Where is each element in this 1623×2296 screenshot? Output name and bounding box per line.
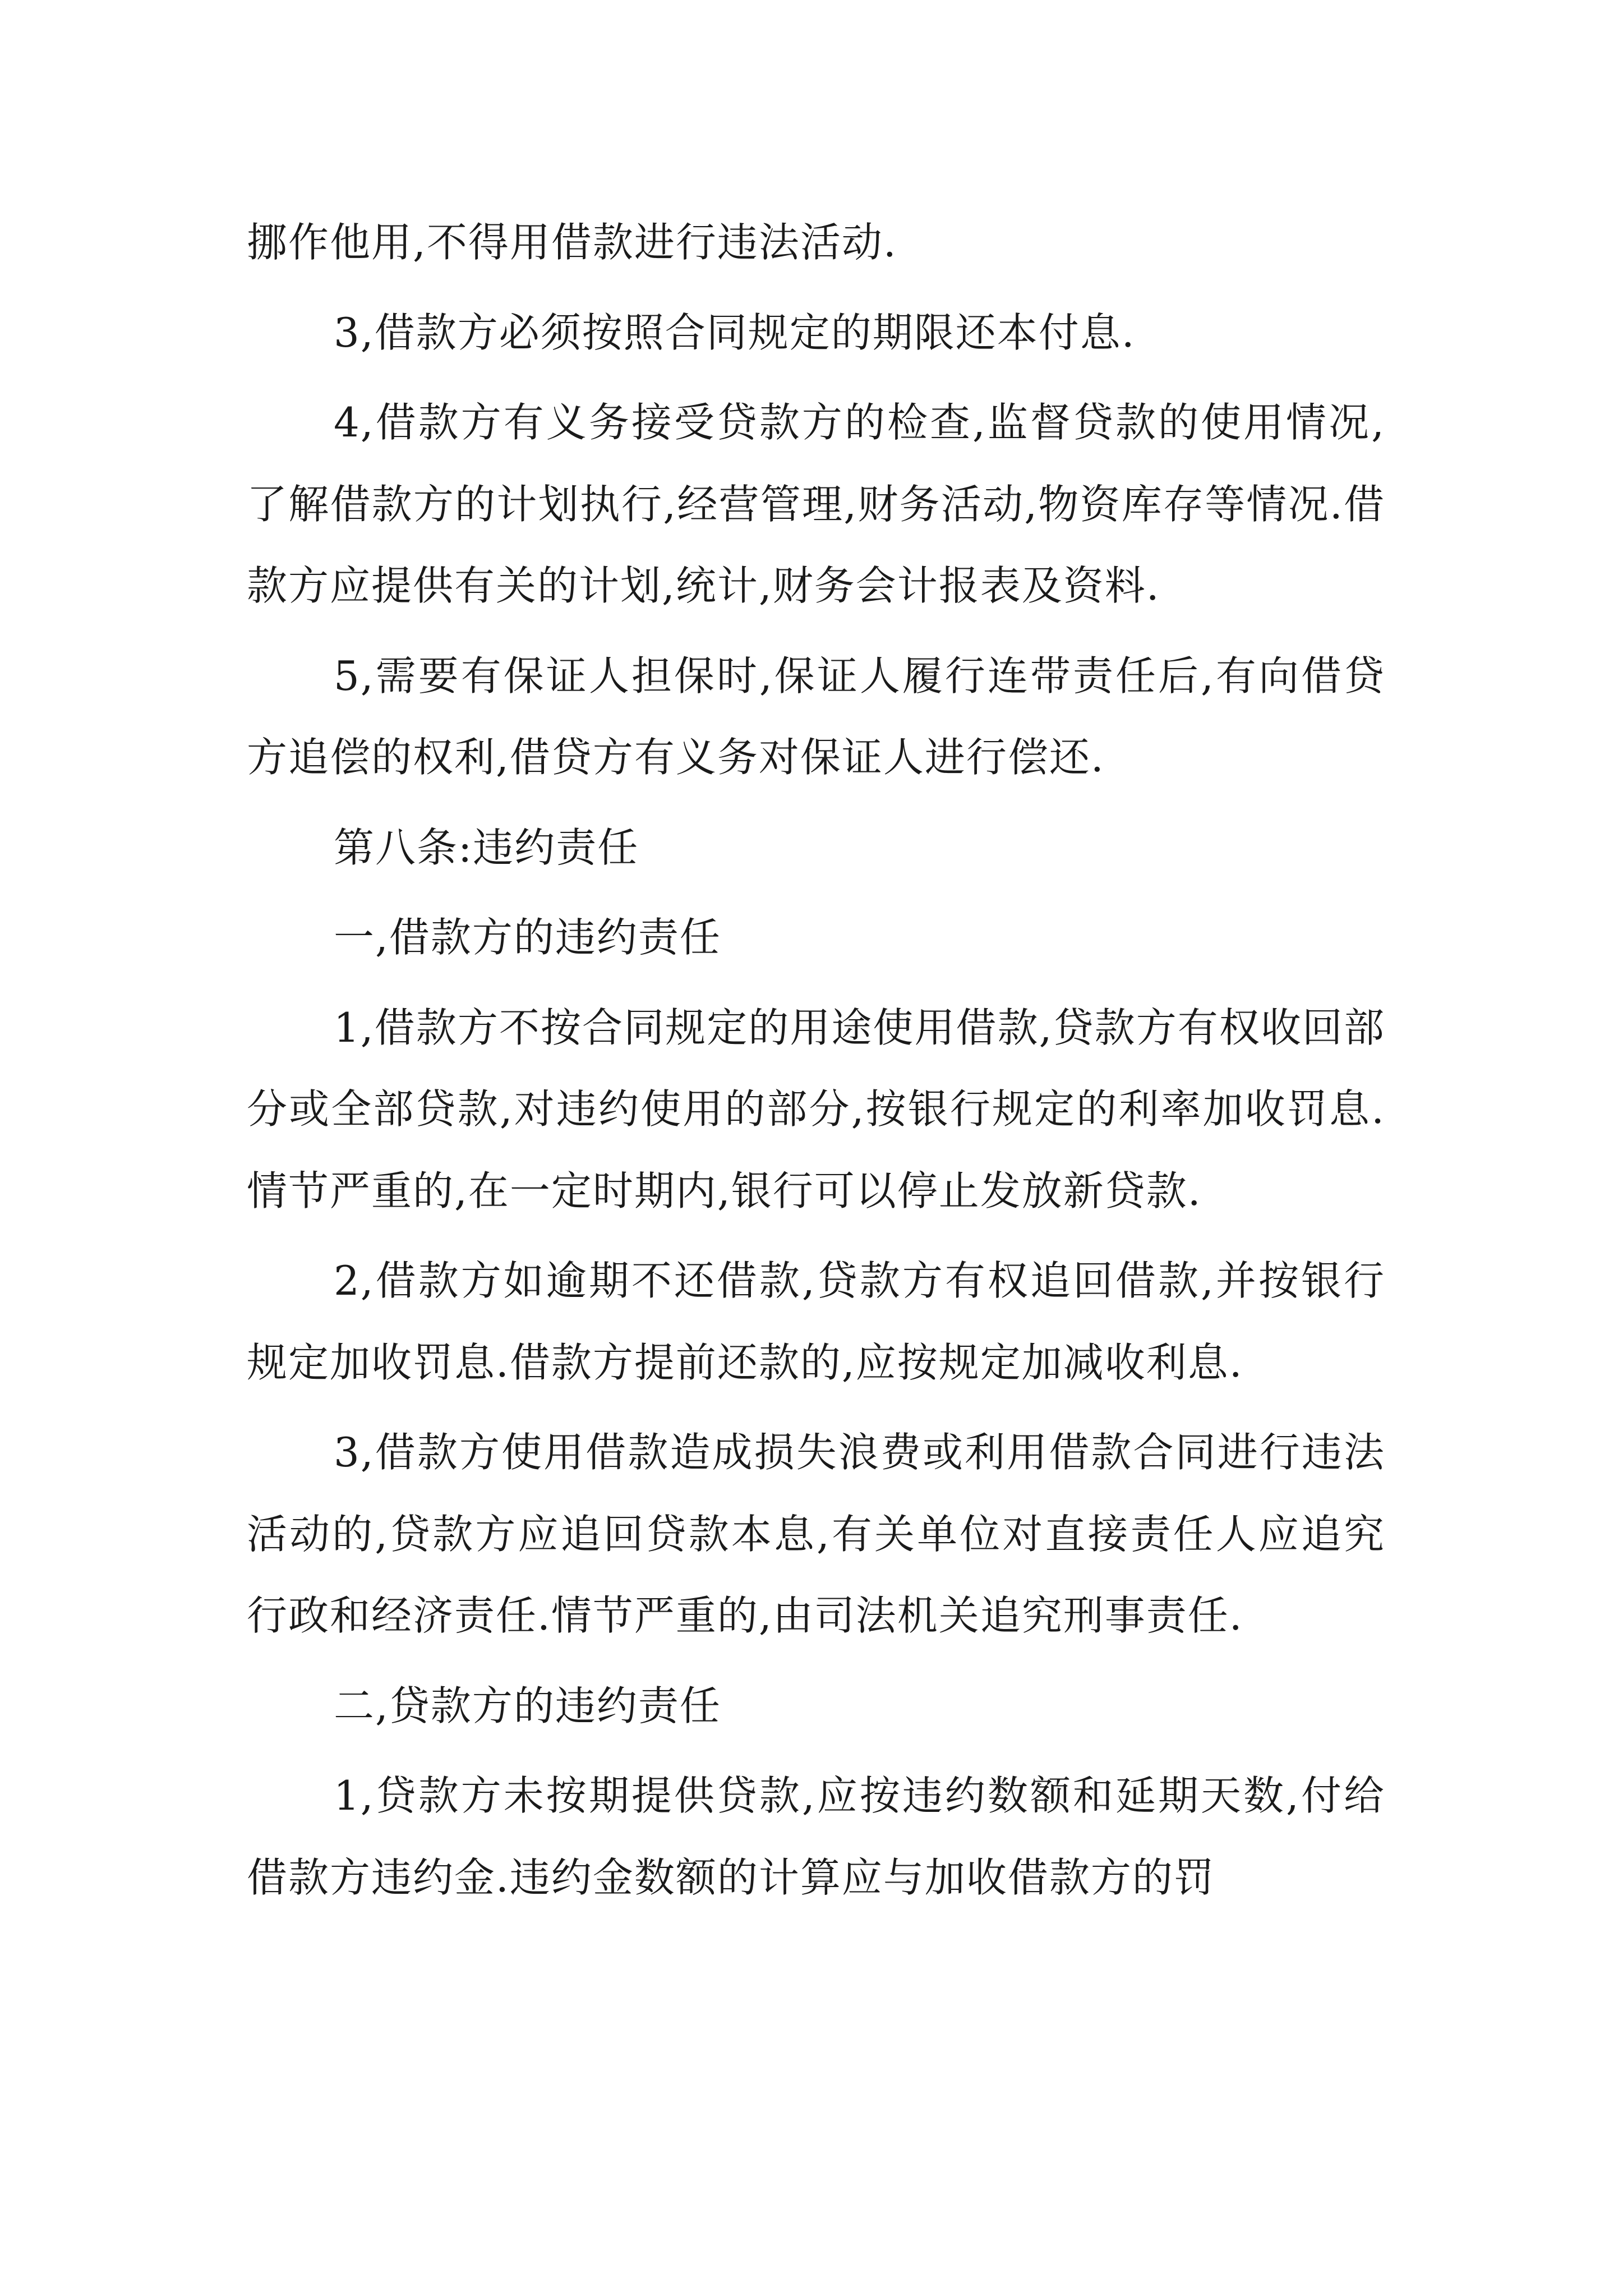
subsection-heading-lender: 二,贷款方的违约责任: [334, 1682, 721, 1729]
section-heading-article-8: 第八条:违约责任: [334, 823, 639, 871]
paragraph-lender-1: 1,贷款方未按期提供贷款,应按违约数额和延期天数,付给借款方违约金.违约金数额的计算应与加收借款方的罚: [247, 1772, 1385, 1901]
paragraph-continuation: 挪作他用,不得用借款进行违法活动.: [247, 219, 897, 266]
paragraph-borrower-1: 1,借款方不按合同规定的用途使用借款,贷款方有权收回部分或全部贷款,对违约使用的部分,按银行规定的利率加收罚息.情节严重的,在一定时期内,银行可以停止发放新贷款.: [247, 1004, 1385, 1214]
paragraph-item-5: 5,需要有保证人担保时,保证人履行连带责任后,有向借贷方追偿的权利,借贷方有义务对保证人进行偿还.: [247, 652, 1385, 781]
paragraph-borrower-3: 3,借款方使用借款造成损失浪费或利用借款合同进行违法活动的,贷款方应追回贷款本息,有关单位对直接责任人应追究行政和经济责任.情节严重的,由司法机关追究刑事责任.: [247, 1429, 1385, 1639]
document-body: [247, 202, 1385, 1918]
paragraph-borrower-2: 2,借款方如逾期不还借款,贷款方有权追回借款,并按银行规定加收罚息.借款方提前还款的,应按规定加减收利息.: [247, 1257, 1385, 1386]
paragraph-item-4: 4,借款方有义务接受贷款方的检查,监督贷款的使用情况,了解借款方的计划执行,经营管理,财务活动,物资库存等情况.借款方应提供有关的计划,统计,财务会计报表及资料.: [247, 399, 1385, 609]
subsection-heading-borrower: 一,借款方的违约责任: [334, 914, 721, 961]
paragraph-item-3: 3,借款方必须按照合同规定的期限还本付息.: [334, 309, 1136, 356]
